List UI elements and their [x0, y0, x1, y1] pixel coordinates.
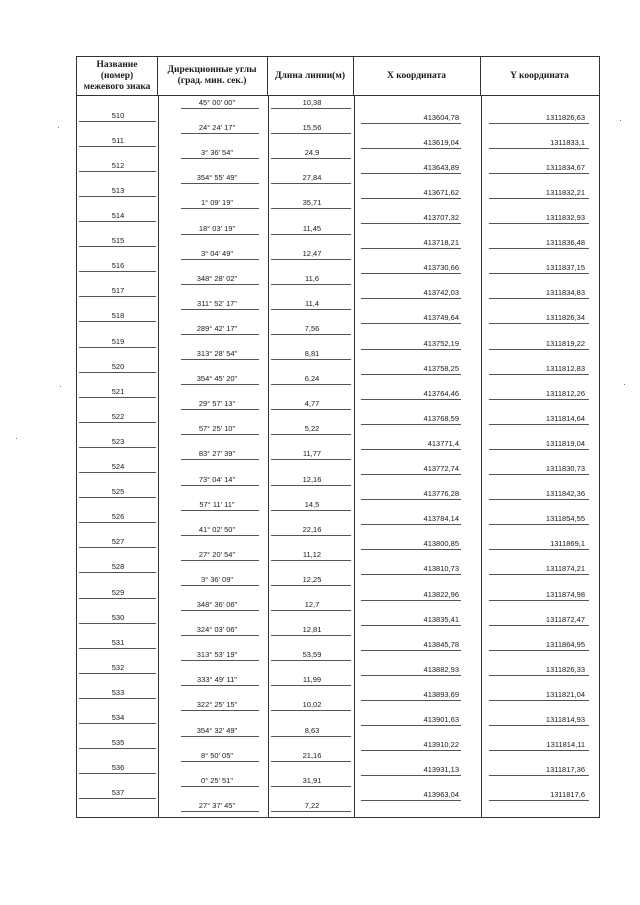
- header-direction-angle: Дирекционные углы (град. мин. сек.): [157, 56, 268, 96]
- header-x-coordinate: X координата: [353, 56, 481, 96]
- point-underline: [79, 221, 156, 222]
- point-underline: [79, 397, 156, 398]
- line-length: 11,99: [302, 675, 322, 685]
- x-underline: [361, 148, 461, 149]
- y-underline: [489, 650, 589, 651]
- x-underline: [361, 700, 461, 701]
- line-length: 5,22: [304, 424, 320, 434]
- boundary-point-name: 530: [111, 612, 125, 622]
- boundary-point-name: 535: [111, 738, 125, 748]
- angle-underline: [181, 710, 259, 711]
- length-underline: [271, 434, 351, 435]
- y-underline: [489, 750, 589, 751]
- x-coordinate: 413901,63: [423, 715, 459, 724]
- x-underline: [361, 198, 461, 199]
- scan-speck: [58, 127, 59, 128]
- x-underline: [361, 499, 461, 500]
- x-underline: [361, 349, 461, 350]
- length-underline: [271, 208, 351, 209]
- line-length: 6,24: [304, 374, 320, 384]
- point-underline: [79, 723, 156, 724]
- y-underline: [489, 374, 589, 375]
- angle-underline: [181, 359, 259, 360]
- point-underline: [79, 497, 156, 498]
- point-underline: [79, 522, 156, 523]
- angle-underline: [181, 811, 259, 812]
- y-coordinate: 1311864,95: [545, 639, 585, 649]
- x-coordinate: 413643,89: [423, 162, 459, 172]
- point-underline: [79, 748, 156, 749]
- boundary-point-name: 531: [111, 637, 125, 647]
- length-underline: [271, 560, 351, 561]
- length-underline: [271, 485, 351, 486]
- y-coordinate: 1311814,64: [545, 413, 585, 423]
- x-underline: [361, 574, 461, 575]
- length-underline: [271, 736, 351, 737]
- point-underline: [79, 422, 156, 423]
- column-divider: [158, 96, 159, 817]
- line-length: 21,16: [302, 750, 322, 760]
- boundary-point-name: 516: [111, 261, 125, 271]
- y-underline: [489, 223, 589, 224]
- x-underline: [361, 600, 461, 601]
- angle-underline: [181, 635, 259, 636]
- y-coordinate: 1311830,73: [545, 464, 585, 473]
- direction-angle: 3° 04' 49": [200, 248, 234, 258]
- direction-angle: 18° 03' 19": [198, 223, 236, 233]
- header-y-coordinate: Y координата: [480, 56, 600, 96]
- x-coordinate: 413749,64: [423, 313, 459, 323]
- y-underline: [489, 123, 589, 124]
- y-coordinate: 1311837,15: [545, 263, 585, 273]
- angle-underline: [181, 660, 259, 661]
- x-underline: [361, 223, 461, 224]
- point-underline: [79, 773, 156, 774]
- angle-underline: [181, 434, 259, 435]
- y-underline: [489, 800, 589, 801]
- y-coordinate: 1311826,63: [545, 112, 585, 122]
- direction-angle: 41° 02' 50": [198, 524, 236, 534]
- length-underline: [271, 158, 351, 159]
- direction-angle: 324° 03' 06": [196, 625, 238, 635]
- y-coordinate: 1311812,26: [545, 388, 585, 398]
- length-underline: [271, 660, 351, 661]
- line-length: 11,6: [304, 273, 320, 283]
- length-underline: [271, 284, 351, 285]
- point-underline: [79, 698, 156, 699]
- boundary-point-name: 522: [111, 411, 125, 421]
- y-coordinate: 1311874,98: [545, 589, 585, 599]
- x-coordinate: 413822,96: [423, 589, 459, 599]
- direction-angle: 289° 42' 17": [196, 323, 238, 333]
- x-coordinate: 413707,32: [423, 213, 459, 222]
- y-underline: [489, 323, 589, 324]
- table-body: [76, 95, 600, 818]
- point-underline: [79, 321, 156, 322]
- line-length: 22,16: [302, 524, 322, 534]
- length-underline: [271, 309, 351, 310]
- x-coordinate: 413671,62: [423, 187, 459, 197]
- angle-underline: [181, 485, 259, 486]
- x-underline: [361, 524, 461, 525]
- direction-angle: 348° 36' 06": [196, 600, 238, 609]
- header-line-length: Длина линии(м): [267, 56, 354, 96]
- line-length: 10,38: [302, 98, 322, 107]
- direction-angle: 27° 37' 45": [198, 800, 236, 810]
- boundary-point-name: 523: [111, 436, 125, 446]
- y-coordinate: 1311814,93: [545, 715, 585, 724]
- angle-underline: [181, 259, 259, 260]
- y-coordinate: 1311842,36: [545, 489, 585, 499]
- line-length: 8,63: [304, 725, 320, 735]
- boundary-point-name: 515: [111, 236, 125, 246]
- x-coordinate: 413604,78: [423, 112, 459, 122]
- boundary-point-name: 513: [111, 185, 125, 195]
- y-coordinate: 1311814,11: [546, 740, 585, 750]
- boundary-point-name: 511: [112, 135, 124, 145]
- length-underline: [271, 685, 351, 686]
- boundary-point-name: 529: [111, 587, 125, 597]
- line-length: 4,77: [304, 399, 320, 409]
- x-underline: [361, 625, 461, 626]
- direction-angle: 354° 45' 20": [196, 374, 238, 384]
- line-length: 8,81: [304, 349, 320, 358]
- line-length: 12,16: [302, 474, 322, 484]
- length-underline: [271, 635, 351, 636]
- point-underline: [79, 171, 156, 172]
- x-underline: [361, 323, 461, 324]
- y-underline: [489, 725, 589, 726]
- line-length: 53,59: [302, 650, 322, 660]
- length-underline: [271, 761, 351, 762]
- line-length: 11,77: [302, 449, 322, 459]
- x-underline: [361, 775, 461, 776]
- y-coordinate: 1311817,36: [545, 765, 585, 775]
- line-length: 15,56: [302, 123, 322, 133]
- x-coordinate: 413742,03: [423, 288, 459, 298]
- line-length: 12,47: [302, 248, 322, 258]
- line-length: 11,4: [304, 298, 320, 308]
- y-coordinate: 1311833,1: [550, 137, 585, 147]
- direction-angle: 73° 04' 14": [198, 474, 236, 484]
- boundary-point-name: 521: [111, 386, 125, 396]
- boundary-point-name: 520: [111, 361, 125, 371]
- scan-speck: [624, 384, 625, 385]
- x-coordinate: 413619,04: [423, 137, 459, 147]
- length-underline: [271, 786, 351, 787]
- y-coordinate: 1311869,1: [550, 539, 585, 549]
- direction-angle: 57° 25' 10": [198, 424, 236, 434]
- y-coordinate: 1311834,67: [545, 162, 585, 172]
- angle-underline: [181, 459, 259, 460]
- length-underline: [271, 710, 351, 711]
- x-coordinate: 413910,22: [423, 740, 459, 750]
- y-coordinate: 1311826,34: [545, 313, 585, 323]
- y-coordinate: 1311836,48: [545, 238, 585, 248]
- angle-underline: [181, 535, 259, 536]
- direction-angle: 29° 57' 13": [198, 399, 236, 409]
- x-underline: [361, 650, 461, 651]
- y-underline: [489, 675, 589, 676]
- line-length: 14,5: [304, 499, 320, 509]
- length-underline: [271, 811, 351, 812]
- boundary-point-name: 514: [111, 211, 125, 220]
- length-underline: [271, 259, 351, 260]
- x-underline: [361, 675, 461, 676]
- scan-speck: [620, 120, 621, 121]
- x-coordinate: 413835,41: [423, 614, 459, 624]
- x-coordinate: 413772,74: [423, 464, 459, 473]
- x-coordinate: 413771,4: [427, 438, 459, 448]
- boundary-point-name: 512: [111, 160, 125, 170]
- direction-angle: 354° 32' 49": [196, 725, 238, 735]
- y-underline: [489, 449, 589, 450]
- length-underline: [271, 234, 351, 235]
- point-underline: [79, 648, 156, 649]
- y-underline: [489, 298, 589, 299]
- point-underline: [79, 572, 156, 573]
- y-coordinate: 1311874,21: [545, 564, 585, 574]
- y-underline: [489, 349, 589, 350]
- angle-underline: [181, 560, 259, 561]
- x-coordinate: 413752,19: [423, 338, 459, 348]
- point-underline: [79, 146, 156, 147]
- direction-angle: 348° 28' 02": [196, 273, 238, 283]
- angle-underline: [181, 409, 259, 410]
- y-underline: [489, 248, 589, 249]
- direction-angle: 322° 25' 15": [196, 700, 238, 710]
- length-underline: [271, 384, 351, 385]
- line-length: 24,9: [304, 148, 320, 158]
- line-length: 11,45: [302, 223, 322, 233]
- length-underline: [271, 585, 351, 586]
- angle-underline: [181, 158, 259, 159]
- length-underline: [271, 359, 351, 360]
- boundary-point-name: 533: [111, 687, 125, 697]
- point-underline: [79, 472, 156, 473]
- direction-angle: 313° 28' 54": [196, 349, 238, 358]
- y-underline: [489, 399, 589, 400]
- length-underline: [271, 409, 351, 410]
- x-underline: [361, 248, 461, 249]
- y-underline: [489, 625, 589, 626]
- x-coordinate: 413810,73: [423, 564, 459, 574]
- point-underline: [79, 372, 156, 373]
- y-underline: [489, 424, 589, 425]
- line-length: 7,22: [304, 800, 320, 810]
- y-underline: [489, 524, 589, 525]
- x-coordinate: 413784,14: [423, 514, 459, 524]
- angle-underline: [181, 585, 259, 586]
- line-length: 12,25: [302, 574, 322, 584]
- x-underline: [361, 549, 461, 550]
- line-length: 12,81: [302, 625, 322, 635]
- angle-underline: [181, 334, 259, 335]
- x-underline: [361, 800, 461, 801]
- point-underline: [79, 347, 156, 348]
- boundary-point-name: 527: [111, 537, 125, 547]
- direction-angle: 24° 24' 17": [198, 123, 236, 133]
- x-underline: [361, 474, 461, 475]
- y-coordinate: 1311832,93: [545, 213, 585, 222]
- x-coordinate: 413931,13: [423, 765, 459, 775]
- boundary-point-name: 537: [111, 788, 125, 798]
- y-underline: [489, 600, 589, 601]
- boundary-point-name: 536: [111, 763, 125, 773]
- length-underline: [271, 510, 351, 511]
- line-length: 27,84: [302, 173, 322, 183]
- direction-angle: 313° 53' 19": [196, 650, 238, 660]
- direction-angle: 45° 00' 00": [198, 98, 236, 107]
- line-length: 31,91: [302, 775, 322, 785]
- x-coordinate: 413768,59: [423, 413, 459, 423]
- angle-underline: [181, 309, 259, 310]
- boundary-point-name: 526: [111, 512, 125, 522]
- y-underline: [489, 198, 589, 199]
- angle-underline: [181, 183, 259, 184]
- angle-underline: [181, 384, 259, 385]
- angle-underline: [181, 234, 259, 235]
- x-coordinate: 413845,78: [423, 639, 459, 649]
- x-underline: [361, 298, 461, 299]
- angle-underline: [181, 685, 259, 686]
- boundary-point-name: 510: [111, 110, 125, 120]
- length-underline: [271, 133, 351, 134]
- line-length: 11,12: [302, 549, 322, 559]
- scan-speck: [16, 438, 17, 439]
- direction-angle: 8° 50' 05": [200, 750, 234, 760]
- y-underline: [489, 173, 589, 174]
- boundary-point-name: 519: [111, 336, 125, 346]
- y-underline: [489, 700, 589, 701]
- column-divider: [481, 96, 482, 817]
- y-underline: [489, 474, 589, 475]
- line-length: 7,56: [304, 323, 320, 333]
- direction-angle: 83° 27' 39": [198, 449, 236, 459]
- x-coordinate: 413893,69: [423, 689, 459, 699]
- y-underline: [489, 273, 589, 274]
- direction-angle: 1° 09' 19": [200, 198, 234, 208]
- angle-underline: [181, 736, 259, 737]
- x-underline: [361, 750, 461, 751]
- point-underline: [79, 447, 156, 448]
- boundary-point-name: 525: [111, 487, 125, 497]
- x-underline: [361, 424, 461, 425]
- x-coordinate: 413718,21: [423, 238, 459, 248]
- y-underline: [489, 574, 589, 575]
- y-coordinate: 1311854,55: [545, 514, 585, 524]
- y-coordinate: 1311872,47: [545, 614, 585, 624]
- line-length: 10,02: [302, 700, 322, 710]
- boundary-point-name: 517: [111, 286, 125, 296]
- point-underline: [79, 623, 156, 624]
- y-coordinate: 1311819,22: [545, 338, 585, 348]
- direction-angle: 57° 11' 11": [199, 499, 235, 509]
- y-underline: [489, 148, 589, 149]
- point-underline: [79, 547, 156, 548]
- angle-underline: [181, 133, 259, 134]
- length-underline: [271, 183, 351, 184]
- line-length: 35,71: [302, 198, 322, 208]
- direction-angle: 0° 25' 51": [200, 775, 234, 785]
- scan-speck: [60, 386, 61, 387]
- direction-angle: 333° 49' 11": [197, 675, 237, 685]
- length-underline: [271, 610, 351, 611]
- y-underline: [489, 549, 589, 550]
- x-underline: [361, 273, 461, 274]
- x-underline: [361, 725, 461, 726]
- boundary-point-name: 534: [111, 713, 125, 722]
- y-coordinate: 1311826,33: [545, 664, 585, 674]
- y-coordinate: 1311812,83: [545, 363, 585, 373]
- direction-angle: 354° 55' 49": [196, 173, 238, 183]
- point-underline: [79, 196, 156, 197]
- y-underline: [489, 499, 589, 500]
- boundary-point-name: 518: [111, 311, 125, 321]
- length-underline: [271, 108, 351, 109]
- length-underline: [271, 535, 351, 536]
- x-underline: [361, 399, 461, 400]
- angle-underline: [181, 284, 259, 285]
- direction-angle: 27° 20' 54": [198, 549, 236, 559]
- y-coordinate: 1311821,04: [545, 689, 585, 699]
- angle-underline: [181, 761, 259, 762]
- header-point-name: Название (номер) межевого знака: [76, 56, 158, 96]
- x-underline: [361, 449, 461, 450]
- y-coordinate: 1311819,04: [545, 438, 585, 448]
- direction-angle: 311° 52' 17": [197, 298, 237, 308]
- angle-underline: [181, 610, 259, 611]
- x-underline: [361, 173, 461, 174]
- y-coordinate: 1311832,21: [545, 187, 585, 197]
- x-coordinate: 413776,28: [423, 489, 459, 499]
- boundary-point-name: 532: [111, 662, 125, 672]
- direction-angle: 3° 36' 54": [200, 148, 234, 158]
- x-coordinate: 413963,04: [423, 790, 459, 800]
- y-coordinate: 1311817,6: [550, 790, 585, 800]
- angle-underline: [181, 510, 259, 511]
- x-underline: [361, 374, 461, 375]
- point-underline: [79, 271, 156, 272]
- point-underline: [79, 296, 156, 297]
- x-coordinate: 413800,85: [423, 539, 459, 549]
- boundary-point-name: 524: [111, 462, 125, 471]
- x-coordinate: 413882,93: [423, 664, 459, 674]
- boundary-point-name: 528: [111, 562, 125, 572]
- x-coordinate: 413730,66: [423, 263, 459, 273]
- line-length: 12,7: [304, 600, 320, 609]
- angle-underline: [181, 786, 259, 787]
- length-underline: [271, 459, 351, 460]
- point-underline: [79, 798, 156, 799]
- point-underline: [79, 121, 156, 122]
- angle-underline: [181, 208, 259, 209]
- angle-underline: [181, 108, 259, 109]
- y-coordinate: 1311834,83: [545, 288, 585, 298]
- direction-angle: 3° 36' 09": [200, 574, 234, 584]
- y-underline: [489, 775, 589, 776]
- length-underline: [271, 334, 351, 335]
- point-underline: [79, 598, 156, 599]
- x-coordinate: 413758,25: [423, 363, 459, 373]
- x-underline: [361, 123, 461, 124]
- point-underline: [79, 673, 156, 674]
- point-underline: [79, 246, 156, 247]
- x-coordinate: 413764,46: [423, 388, 459, 398]
